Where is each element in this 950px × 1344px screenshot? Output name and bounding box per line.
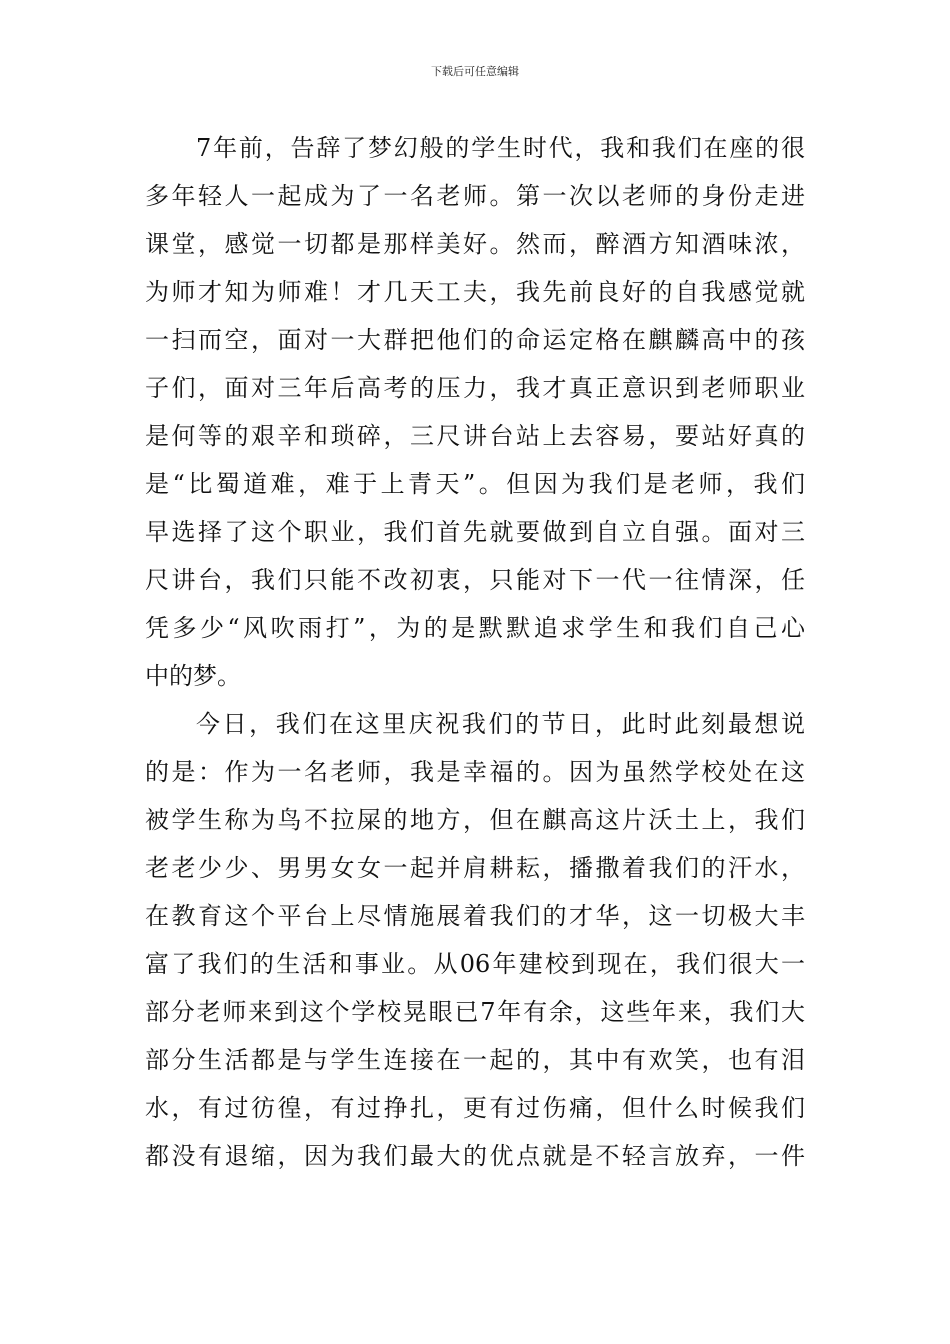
paragraph-1-line-4: 为师才知为师难！才几天工夫，我先前良好的自我感觉就 <box>145 278 805 306</box>
paragraph-2-line-10: 都没有退缩，因为我们最大的优点就是不轻言放弃，一件 <box>145 1142 805 1170</box>
paragraph-2-line-3: 被学生称为鸟不拉屎的地方，但在麒高这片沃土上，我们 <box>145 806 805 834</box>
paragraph-1-line-9: 早选择了这个职业，我们首先就要做到自立自强。面对三 <box>145 518 805 546</box>
page-header: 下载后可任意编辑 <box>431 65 519 78</box>
paragraph-2-line-5: 在教育这个平台上尽情施展着我们的才华，这一切极大丰 <box>145 902 805 930</box>
paragraph-2-line-7: 部分老师来到这个学校晃眼已7年有余，这些年来，我们大 <box>145 998 805 1026</box>
paragraph-1-line-5: 一扫而空，面对一大群把他们的命运定格在麒麟高中的孩 <box>145 326 805 354</box>
paragraph-2-line-8: 部分生活都是与学生连接在一起的，其中有欢笑，也有泪 <box>145 1046 805 1074</box>
paragraph-1-line-6: 子们，面对三年后高考的压力，我才真正意识到老师职业 <box>145 374 805 402</box>
paragraph-2-line-4: 老老少少、男男女女一起并肩耕耘，播撒着我们的汗水， <box>145 854 805 882</box>
paragraph-2-line-9: 水，有过彷徨，有过挣扎，更有过伤痛，但什么时候我们 <box>145 1094 805 1122</box>
paragraph-1-line-12: 中的梦。 <box>145 662 241 690</box>
paragraph-1-line-10: 尺讲台，我们只能不改初衷，只能对下一代一往情深，任 <box>145 566 805 594</box>
paragraph-1-line-8: 是“比蜀道难，难于上青天”。但因为我们是老师，我们 <box>145 470 805 498</box>
paragraph-1-line-3: 课堂，感觉一切都是那样美好。然而，醉酒方知酒味浓， <box>145 230 805 258</box>
paragraph-2-line-2: 的是：作为一名老师，我是幸福的。因为虽然学校处在这 <box>145 758 805 786</box>
paragraph-1-line-1: 7年前，告辞了梦幻般的学生时代，我和我们在座的很 <box>196 134 805 162</box>
paragraph-1-line-11: 凭多少“风吹雨打”，为的是默默追求学生和我们自己心 <box>145 614 805 642</box>
paragraph-1-line-2: 多年轻人一起成为了一名老师。第一次以老师的身份走进 <box>145 182 805 210</box>
paragraph-2-line-1: 今日，我们在这里庆祝我们的节日，此时此刻最想说 <box>196 710 805 738</box>
paragraph-1-line-7: 是何等的艰辛和琐碎，三尺讲台站上去容易，要站好真的 <box>145 422 805 450</box>
paragraph-2-line-6: 富了我们的生活和事业。从06年建校到现在，我们很大一 <box>145 950 805 978</box>
